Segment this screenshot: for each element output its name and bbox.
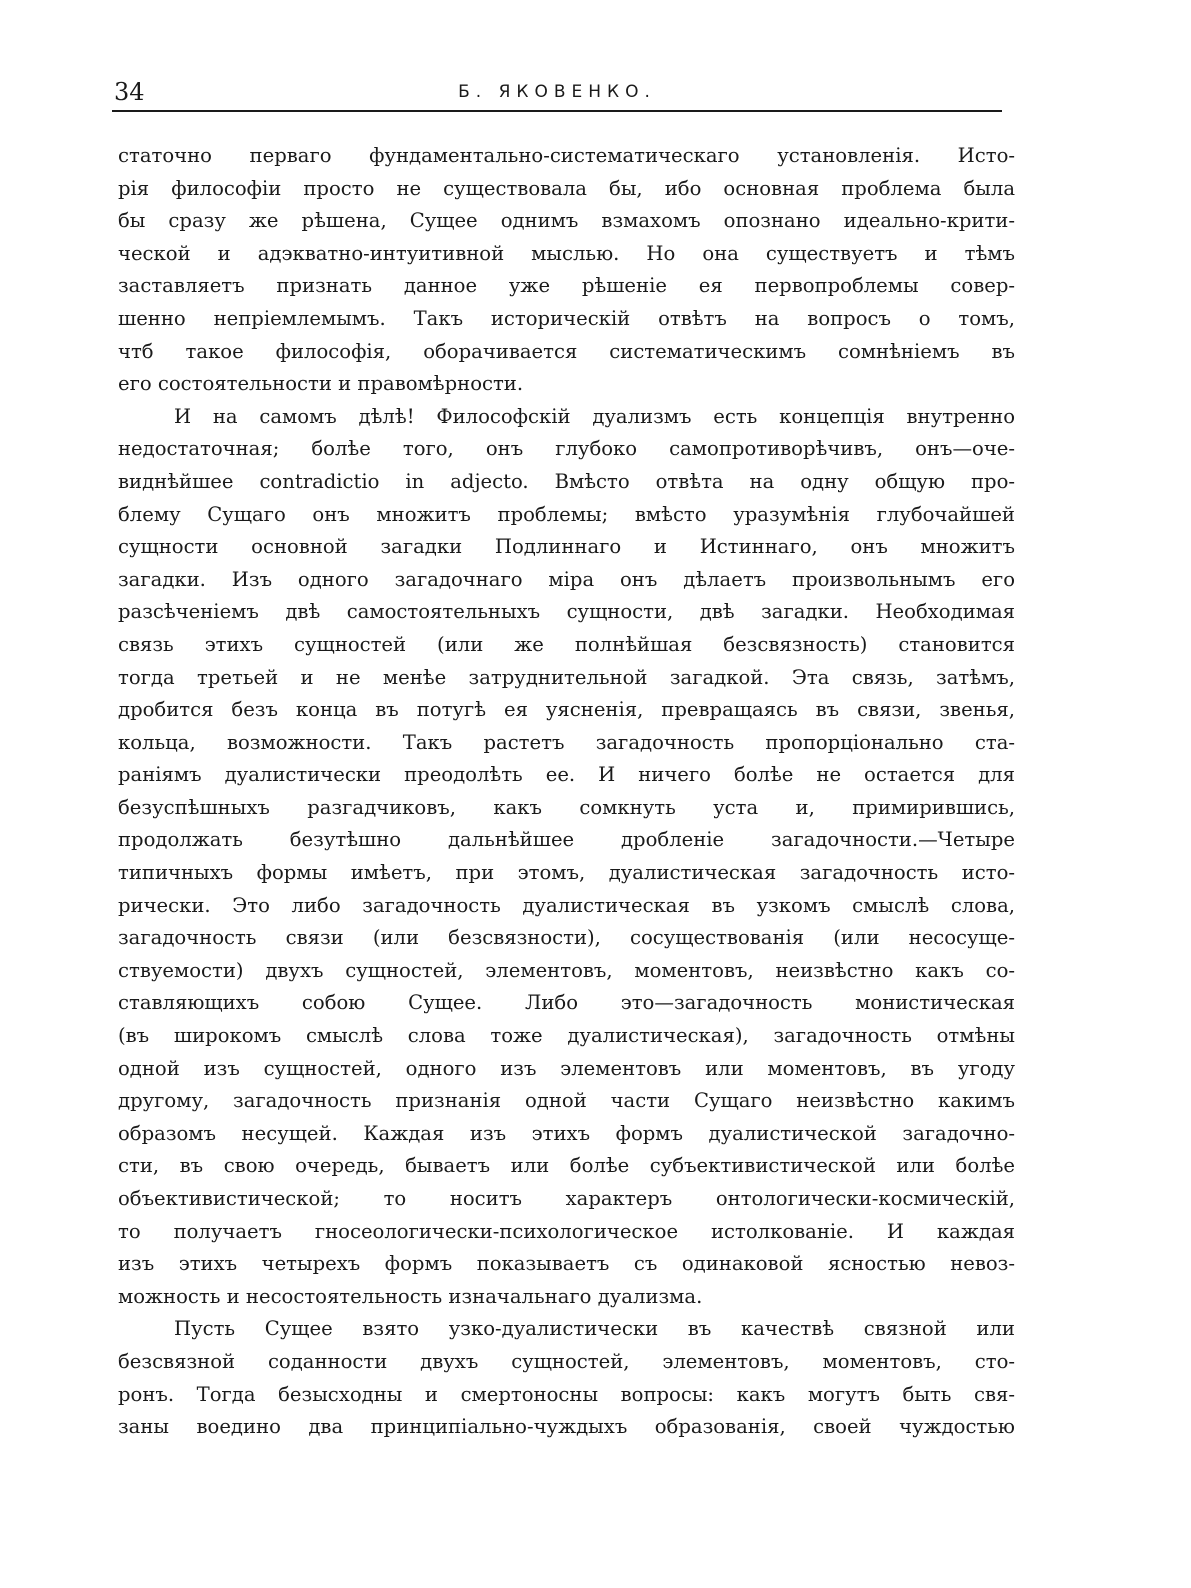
- text-line: чтб такое философія, оборачивается систематическимъ сомнѣніемъ въ: [118, 339, 1015, 363]
- text-line: загадки. Изъ одного загадочнаго міра онъ дѣлаетъ произвольнымъ его: [118, 567, 1015, 591]
- text-line: недостаточная; болѣе того, онъ глубоко самопротиворѣчивъ, онъ—оче-: [118, 437, 1015, 461]
- text-line: безуспѣшныхъ разгадчиковъ, какъ сомкнуть уста и, примирившись,: [118, 795, 1015, 819]
- text-line: загадочность связи (или безсвязности), сосуществованія (или несосуще-: [118, 926, 1015, 950]
- text-line: блему Сущаго онъ множитъ проблемы; вмѣсто уразумѣнія глубочайшей: [118, 502, 1015, 526]
- text-line: дробится безъ конца въ потугѣ ея уясненія, превращаясь въ связи, звенья,: [118, 698, 1015, 722]
- page-header: [112, 72, 1002, 112]
- text-line: (въ широкомъ смыслѣ слова тоже дуалистическая), загадочность отмѣны: [118, 1024, 1015, 1048]
- text-line: статочно перваго фундаментально-систематическаго установленія. Исто-: [118, 144, 1015, 167]
- text-line: Пусть Сущее взято узко-дуалистически въ качествѣ связной или: [174, 1317, 1015, 1341]
- text-line: разсѣченіемъ двѣ самостоятельныхъ сущности, двѣ загадки. Необходимая: [118, 600, 1015, 624]
- text-line: типичныхъ формы имѣетъ, при этомъ, дуалистическая загадочность исто-: [118, 861, 1015, 885]
- paragraph: [118, 401, 1015, 1314]
- text-line: заны воедино два принципіально-чуждыхъ образованія, своей чуждостью: [118, 1415, 1015, 1439]
- text-line: его состоятельности и правомѣрности.: [118, 372, 524, 396]
- text-line: объективистической; то носитъ характеръ онтологически-космическій,: [118, 1187, 1015, 1210]
- text-line: виднѣйшее contradictio in adjecto. Вмѣсто отвѣта на одну общую про-: [118, 469, 1015, 493]
- text-line: рически. Это либо загадочность дуалистическая въ узкомъ смыслѣ слова,: [118, 893, 1015, 917]
- text-line: сущности основной загадки Подлиннаго и Истиннаго, онъ множитъ: [118, 535, 1015, 559]
- text-line: кольца, возможности. Такъ растетъ загадочность пропорціонально ста-: [118, 730, 1015, 754]
- text-line: тогда третьей и не менѣе затруднительной загадкой. Эта связь, затѣмъ,: [118, 665, 1015, 689]
- text-line: ческой и адэкватно-интуитивной мыслью. Но она существуетъ и тѣмъ: [118, 241, 1015, 265]
- text-line: продолжать безутѣшно дальнѣйшее дробленіе загадочности.—Четыре: [118, 828, 1015, 852]
- paragraph: [118, 1313, 1015, 1443]
- text-line: другому, загадочность признанія одной части Сущаго неизвѣстно какимъ: [118, 1089, 1015, 1113]
- text-line: шенно непріемлемымъ. Такъ историческій отвѣтъ на вопросъ о томъ,: [118, 306, 1015, 330]
- text-line: сти, въ свою очередь, бываетъ или болѣе субъективистической или болѣе: [118, 1154, 1015, 1178]
- text-line: И на самомъ дѣлѣ! Философскій дуализмъ есть концепція внутренно: [174, 404, 1015, 428]
- text-line: можность и несостоятельность изначальнаго дуализма.: [118, 1284, 703, 1308]
- text-line: рія философіи просто не существовала бы, ибо основная проблема была: [118, 176, 1015, 200]
- page-number: 34: [114, 78, 145, 106]
- text-line: ствуемости) двухъ сущностей, элементовъ, моментовъ, неизвѣстно какъ со-: [118, 958, 1015, 982]
- text-line: безсвязной соданности двухъ сущностей, элементовъ, моментовъ, сто-: [118, 1349, 1015, 1373]
- text-line: изъ этихъ четырехъ формъ показываетъ съ одинаковой ясностью невоз-: [118, 1252, 1015, 1276]
- running-head-author: Б. ЯКОВЕНКО.: [458, 82, 656, 102]
- paragraph: [118, 140, 1015, 401]
- text-line: ронъ. Тогда безысходны и смертоносны вопросы: какъ могутъ быть свя-: [118, 1382, 1015, 1406]
- text-line: то получаетъ гносеологически-психологическое истолкованіе. И каждая: [118, 1219, 1015, 1243]
- text-line: одной изъ сущностей, одного изъ элементовъ или моментовъ, въ угоду: [118, 1056, 1015, 1080]
- text-line: связь этихъ сущностей (или же полнѣйшая безсвязность) становится: [118, 632, 1015, 656]
- text-line: образомъ несущей. Каждая изъ этихъ формъ дуалистической загадочно-: [118, 1121, 1015, 1145]
- text-line: ставляющихъ собою Сущее. Либо это—загадочность монистическая: [118, 991, 1015, 1015]
- text-line: бы сразу же рѣшена, Сущее однимъ взмахомъ опознано идеально-крити-: [118, 209, 1015, 233]
- body-text: [118, 140, 1015, 1444]
- text-line: раніямъ дуалистически преодолѣть ее. И ничего болѣе не остается для: [118, 763, 1015, 787]
- text-line: заставляетъ признать данное уже рѣшеніе ея первопроблемы совер-: [118, 274, 1015, 298]
